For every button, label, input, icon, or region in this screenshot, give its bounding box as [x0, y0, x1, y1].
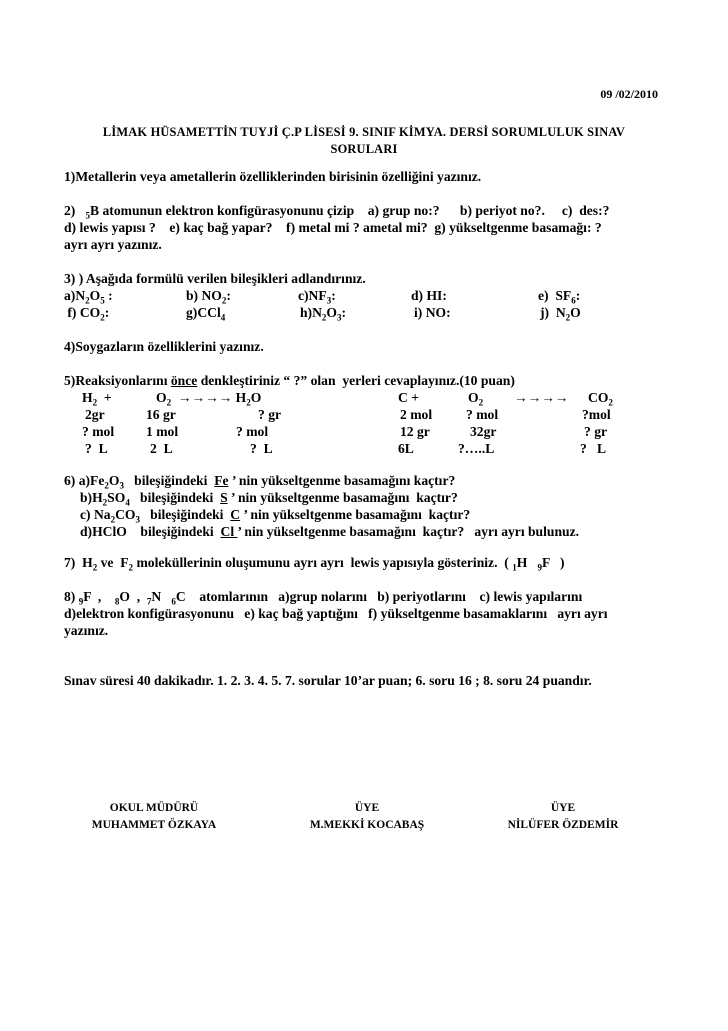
q3-b: b) $NO_2$: [186, 288, 231, 306]
q5-r-r3-b: 32gr [470, 424, 497, 439]
q5-right-co2: $CO_2$ [588, 390, 613, 408]
q3-j: j) $N_2O$ [540, 305, 581, 323]
q5-row3 [64, 423, 674, 440]
q5-l-r3-c: ? mol [236, 424, 269, 439]
q2-sub: 5 [85, 210, 91, 221]
signature-name: MUHAMMET ÖZKAYA [91, 819, 217, 831]
question-2-line2: d) lewis yapısı ? e) kaç bağ yapar? f) metal mi ? ametal mi? g) yükseltgenme basamağı: ? [64, 220, 602, 235]
q6-a: 6) $a)Fe_2O_3$ bileşiğindeki Fe ’ nin yükseltgenme basamağını kaçtır? [64, 473, 456, 491]
q5-r-r4-b: ?…..L [458, 441, 495, 456]
q5-l-r3-a: ? mol [82, 424, 115, 439]
q5-r-r2-c: ?mol [582, 407, 611, 422]
q5-l-r3-b: 1 mol [146, 424, 179, 439]
exam-date: 09 /02/2010 [600, 87, 658, 101]
q3-h: $h)N_2O_3$: [300, 305, 347, 323]
q3-c: $c)NF_3$: [298, 288, 336, 306]
question-8 [64, 588, 674, 639]
q3-i: i) NO: [414, 305, 451, 320]
question-3-title: 3) ) Aşağıda formülü verilen bileşikleri adlandırınız. [64, 271, 366, 286]
question-4: 4)Soygazların özelliklerini yazınız. [64, 339, 264, 354]
question-3-row1 [64, 287, 674, 304]
q5-l-r2-a: 2gr [85, 407, 105, 422]
question-5 [64, 372, 674, 457]
q3-f: f) $CO_2$: [64, 305, 110, 323]
question-3-row2 [64, 304, 674, 321]
q5-l-r4-c: ? L [250, 441, 273, 456]
question-3 [64, 270, 674, 321]
q5-row4 [64, 440, 674, 457]
q5-r-r2-b: ? mol [466, 407, 499, 422]
exam-title [64, 124, 664, 158]
q5-r-r2-a: 2 mol [400, 407, 433, 422]
q6-d: d)HClO bileşiğindeki Cl ’ nin yükseltgenme basamağını kaçtır? ayrı ayrı bulunuz. [80, 524, 580, 539]
exam-title-line2: SORULARI [330, 142, 398, 156]
signature-member-1 [267, 800, 467, 834]
q5-l-r4-a: ? L [85, 441, 108, 456]
q5-left-h2: $H_2$ + [82, 390, 112, 408]
q3-a: $a)N_2O_5$ : [64, 288, 113, 306]
q6-b: $b)H_2SO_4$ bileşiğindeki S ’ nin yükseltgenme basamağını kaçtır? [80, 490, 458, 508]
q5-right-c: C + [398, 390, 419, 405]
signature-principal [54, 800, 254, 834]
question-2-line1 [64, 202, 674, 219]
q3-e: e) $SF_6$: [538, 288, 581, 306]
q5-row1 [64, 389, 674, 406]
question-5-title: 5)Reaksiyonlarını önce denkleştiriniz “ ?” olan yerleri cevaplayınız.(10 puan) [64, 373, 515, 388]
q8-line3: yazınız. [64, 623, 109, 638]
question-2-line3: ayrı ayrı yazınız. [64, 237, 162, 252]
q5-r-r3-a: 12 gr [400, 424, 430, 439]
signature-name: M.MEKKİ KOCABAŞ [309, 819, 425, 831]
question-1: 1)Metallerin veya ametallerin özelliklerinden birisinin özelliğini yazınız. [64, 169, 482, 184]
q8-line2: d)elektron konfigürasyonunu e) kaç bağ yaptığını f) yükseltgenme basamaklarını ayrı ayrı [64, 606, 608, 621]
q5-l-r2-b: 16 gr [146, 407, 176, 422]
q5-r-r3-c: ? gr [584, 424, 608, 439]
q2-prefix: 2) [64, 203, 86, 218]
signature-name: NİLÜFER ÖZDEMİR [507, 819, 619, 831]
question-7: 7) $H_2$ ve $F_2$ moleküllerinin oluşumunu ayrı ayrı lewis yapısıyla gösteriniz. ( $_1$H $_9$F ) [64, 555, 565, 573]
q5-r-r4-c: ? L [580, 441, 607, 456]
q6-c: c) $Na_2CO_3$ bileşiğindeki C ’ nin yükseltgenme basamağını kaçtır? [80, 507, 471, 525]
q5-l-r4-b: 2 L [150, 441, 173, 456]
q5-right-o2: $O_2$ [468, 390, 484, 408]
q5-left-o2: $O_2$ →→→→ $H_2O$ [156, 390, 262, 408]
question-6 [64, 472, 674, 540]
q8-line1: 8) $_9$F , $_8$O , $_7$N $_6$C atomlarının a)grup nolarını b) periyotlarını c) lewis yapılarını [64, 589, 583, 607]
q5-right-arrows: →→→→ [514, 390, 569, 405]
signature-role: ÜYE [550, 802, 576, 814]
question-2 [64, 202, 674, 253]
q3-d: d) HI: [411, 288, 447, 303]
signature-role: OKUL MÜDÜRÜ [109, 802, 199, 814]
signature-member-2 [463, 800, 663, 834]
q3-g: g)CCl$_4$ [186, 305, 226, 323]
signature-role: ÜYE [354, 802, 380, 814]
q5-r-r4-a: 6L [398, 441, 414, 456]
q5-l-r2-c: ? gr [258, 407, 282, 422]
exam-note: Sınav süresi 40 dakikadır. 1. 2. 3. 4. 5. 7. sorular 10’ar puan; 6. soru 16 ; 8. soru 24 puandır. [64, 673, 592, 688]
q2-rest: B atomunun elektron konfigürasyonunu çizip a) grup no:? b) periyot no?. c) des:? [90, 203, 610, 218]
q5-row2 [64, 406, 674, 423]
exam-title-line1: LİMAK HÜSAMETTİN TUYJİ Ç.P LİSESİ 9. SINIF KİMYA. DERSİ SORUMLULUK SINAV [102, 125, 626, 139]
